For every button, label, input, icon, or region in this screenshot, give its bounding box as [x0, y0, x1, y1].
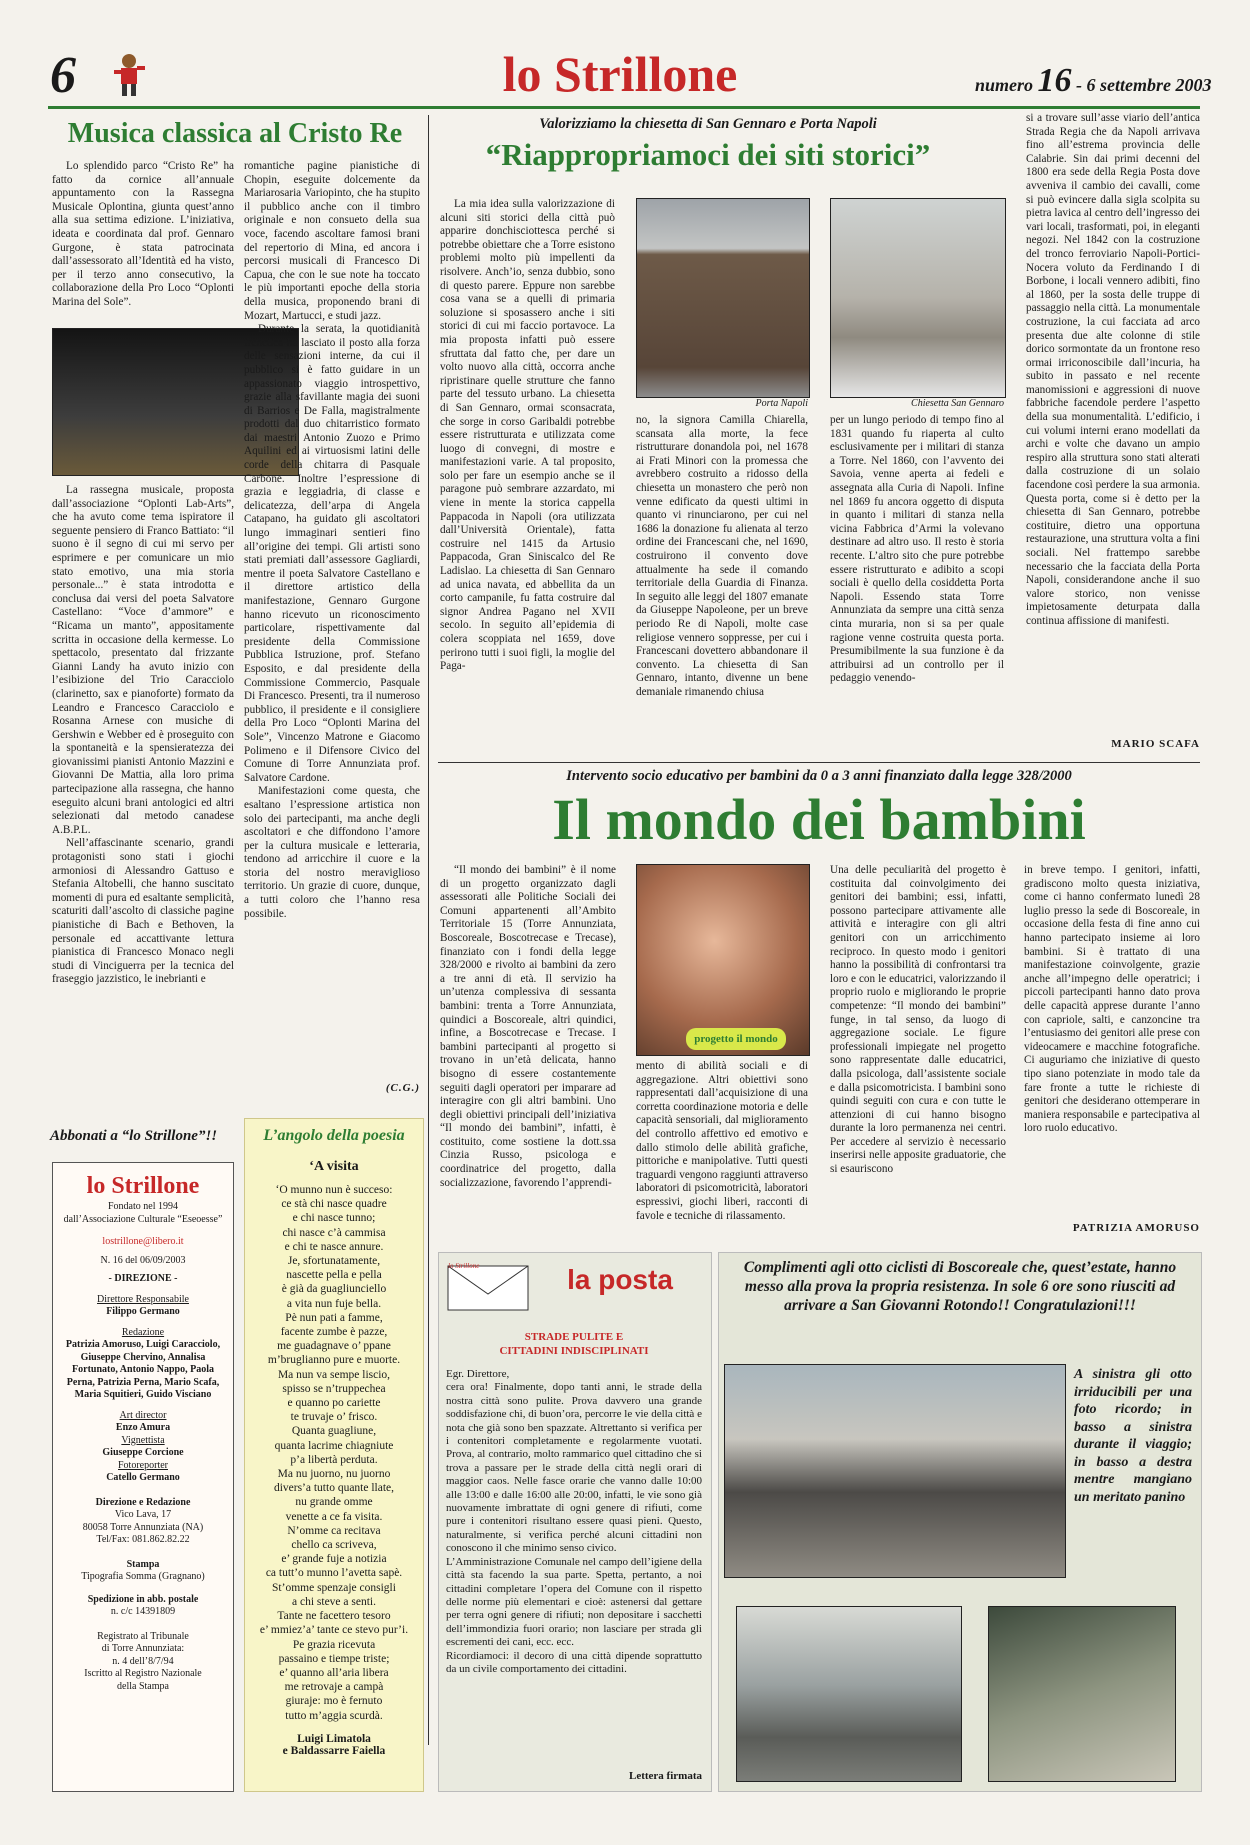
ciclisti-caption: A sinistra gli otto irriducibili per una foto ricordo; in basso a sinistra durante il viaggio; in basso a destra mentre mangiano un meritato panino [1074, 1367, 1192, 1505]
poem-author: e Baldassarre Faiella [282, 1744, 386, 1757]
abbonati-label: Redazione [121, 1326, 165, 1338]
posta-signature: Lettera firmata [629, 1770, 702, 1782]
issue-info [975, 62, 1212, 100]
abbonati-name: Tipografia Somma (Gragnano) [81, 1571, 205, 1582]
musica-col2-para: Durante la serata, la quotidianità frenetica ha lasciato il posto alla forza delle sensazioni interne, da cui il pubblico si è fatto guidare in un appassionato viaggio introspettivo, grazie alla sfavillante magia dei suoni di Barrios e De Falla, magistralmente prodotti dal duo chitarristico formato dai maestri Antonio Zuozo e Primo Aquilini ed ai virtuosismi latini delle corde della chitarra di Pasquale Carbone. Inoltre l’espressione di grazia e leggiadria, di classe e delicatezza, dell’arpa di Angela Catapano, ha guidato gli ascoltatori lungo immaginari sentieri fino all’origine dei tempi. Gli artisti sono stati premiati dall’assessore Gagliardi, mentre il poeta Salvatore Castellano e il direttore artistico della manifestazione, Gennaro Gurgone hanno ricevuto un riconoscimento particolare, rispettivamente dal presidente della Commissione Pubblica Istruzione, prof. Stefano Esposito, e dal presidente della Commissione Commercio, Pasquale Di Francesco. Presenti, tra il numeroso pubblico, il presidente e il consigliere della Pro Loco “Oplonti Marina del Sole”, Vincenzo Matrone e Giacomo Polimeno e il Difensore Civico del Comune di Torre Annunziata prof. Salvatore Cardone. [244, 323, 420, 784]
siti-title: “Riappropriamoci dei siti storici” [485, 137, 931, 172]
abbonati-name: Filippo Germano [106, 1306, 180, 1317]
musica-col1-para: Nell’affascinante scenario, grandi protagonisti sono stati i giochi armoniosi di Alessandro Gattuso e Stefania Altobelli, che hanno suscitato momenti di pura ed esaltante semplicità, scaturiti dall’ascolto di classiche pagine pianistiche di Bach e Bethoven, la personale ed accattivante lettura pianistica di Francesco Monaco negli studi di Vinciguerra per la tecnica del fraseggio jazzistico, le inebrianti e [52, 837, 234, 986]
musica-col2 [244, 160, 420, 1080]
musica-col2-para: Manifestazioni come questa, che esaltano l’espressione artistica non solo dei partecipanti, ma anche degli ascoltatori e che diffondono l’amore per la cultura musicale e letteraria, tendono ad arricchire il cuore e la storia del nostro meraviglioso territorio. Un grazie di cuore, dunque, a tutti coloro che l’hanno resa possibile. [244, 785, 420, 920]
ciclisti-lunch-photo [988, 1606, 1176, 1782]
posta-title-line: STRADE PULITE E [524, 1331, 624, 1343]
ciclisti-group-photo [724, 1364, 1066, 1578]
musica-col1-bottom [52, 484, 234, 1094]
ciclisti-headline: Complimenti agli otto ciclisti di Boscoreale che, quest’estate, hanno messo alla prova la propria resistenza. In sole 6 ore sono riusciti ad arrivare a San Giovanni Rotondo!! Congratulazioni!!! [743, 1259, 1177, 1314]
poesia-box [244, 1118, 424, 1792]
bambini-col2: mento di abilità sociali e di aggregazione. Altri obiettivi sono rappresentati dall’acquisizione di una corretta coordinazione motoria e delle capacità sensoriali, dal miglioramento del controllo affettivo ed emotivo e dallo stimolo delle abilità grafiche, pittoriche e manipolative. Tutti questi traguardi vengono raggiunti attraverso laboratori di psicomotricità, laboratori espressivi, giochi liberi, racconti di favole e tecniche di rilassamento. [636, 1060, 808, 1222]
poem-text: ‘O munno nun è succeso: ce stà chi nasce quadre e chi nasce tunno; chi nasce c’à cammisa e chi te nasce annure. Je, sfortunatamente, nascette pella e pella è già da guagliunciello a vita nun fuje bella. Pè nun pati a famme, facente zumbe è pazze, me guadagnave o’ ppane m’brugliannо pure e muorte. Ma nun va sempe liscio, spisso se n’truppechea e quanno po cariette te truvaje o’ frisco. Quanta guagliune, quanta lacrime chiagniute p’a libertà perduta. Ma nu juorno, nu juorno divers’a tutto quante llate, nu grande omme venette a ce fa visita. N’omme ca recitava chello ca scriveva, e’ grande fuje a notizia ca tutt’o munno l’avetta sapè. St’omme spenzaje consigli a chi steve a senti. Tante ne facettero tesoro e’ mmiez’a’ tante ce stevo pur’i. Pe grazia ricevuta passaino e tiempe triste; e’ quanno all’aria libera me retrovaje a campà giuraje: mo è fernuto tutto m’aggia scurdà. [259, 1184, 409, 1722]
siti-col3: per un lungo periodo di tempo fino al 1831 quando fu riaperta al culto esclusivamente per i militari di stanza a Torre. Nel 1860, con l’avvento dei Savoia, venne aperta ai fedeli e assegnata alla Curia di Napoli. Infine nel 1869 fu ancora oggetto di disputa in quanto i militari di stanza nella vicina Fabbrica d’Armi la volevano destinare ad altro uso. Il resto è storia recente. L’altro sito che pure potrebbe essere ristrutturato e adibito a scopi sociali è quello della cosiddetta Porta Napoli. Essendo stata Torre Annunziata da sempre una città senza cinta muraria, non si sa per quale ragione venne costruita questa porta. Presumibilmente la sua funzione è da attribuirsi ad un controllo per il pedaggio venendo- [830, 414, 1004, 685]
abbonati-reg: della Stampa [117, 1680, 169, 1692]
issue-number: 16 [1037, 62, 1072, 99]
column-rule-left [428, 115, 429, 1745]
siti-kicker: Valorizziamo la chiesetta di San Gennaro e Porta Napoli [539, 116, 877, 132]
abbonati-box [52, 1162, 234, 1792]
siti-col1: La mia idea sulla valorizzazione di alcuni siti storici della città può apparire donchisciottesca perché si potrebbe obiettare che a Torre esistono problemi molto più impellenti da risolvere. Anch’io, senza dubbio, sono di questo parere. Eppure non sarebbe cosa vana se a quelli di primaria soluzione si sposassero anche i siti storici di cui mi faccio portavoce. La mia proposta infatti può essere sfruttata dal fatto che, per dare un volto nuovo alla città, occorra anche ripristinare quelle strutture che fanno parte del tessuto urbano. La chiesetta di San Gennaro, ormai sconsacrata, che sorge in corso Garibaldi potrebbe essere ristrutturata e utilizzata come luogo di convegni, di mostre e manifestazioni varie. A tal proposito, solo per fare un esempio anche se il paragone può sembrare azzardato, mi viene in mente la storica cappella Pappacoda in Napoli (ora utilizzata dall’Università Orientale), fatta costruire nel 1415 da Artusio Pappacoda, Gran Siniscalco del Re Ladislao. La chiesetta di San Gennaro ad unica navata, ed abbellita da un corto campanile, fu fatta costruire dal signor Andrea Pagano nel XVII secolo. In seguito all’epidemia di colera scoppiata nel 1659, dove perirono tutti i suoi figli, la moglie del Paga- [440, 198, 615, 673]
posta-logo: la posta [567, 1264, 673, 1295]
abbonati-name: Catello Germano [106, 1472, 180, 1483]
abbonati-issue: N. 16 del 06/09/2003 [100, 1254, 186, 1266]
abbonati-logo: lo Strillone [86, 1173, 200, 1199]
abbonati-address: Vico Lava, 17 [114, 1509, 172, 1520]
posta-title [446, 1330, 702, 1358]
abbonati-label: Direttore Responsabile [97, 1293, 189, 1305]
abbonati-reg: di Torre Annunziata: [101, 1643, 185, 1654]
masthead: lo Strillone [502, 46, 738, 102]
siti-col4: si a trovare sull’asse viario dell’antica Strada Regia che da Napoli arrivava fino all’estrema provincia delle Calabrie. Sin dai primi decenni del 1800 era sede della Regia Posta dove avveniva il cambio dei cavalli, come si può evincere dalla sigla scolpita su pietra lavica al centro dell’ingresso dei vari locali, trasformati, poi, in eleganti negozi. Nel 1842 con la costruzione del tronco ferroviario Napoli-Portici-Nocera voluto da Ferdinando I di Borbone, i locali vennero adibiti, fino al 1860, per la sosta delle truppe di passaggio nella città. La monumentale costruzione, la cui facciata ad arco presenta due alte colonne di stile dorico sormontate da un frontone reso ormai irriconoscibile dall’incuria, ha subito in passato e nel recente manomissioni e aggressioni di nuove fabbriche facendole perdere l’aspetto della sua monumentalità. L’edificio, i cui volumi interni erano modellati da archi e volte che davano un ampio respiro alla struttura sono stati alterati dalla costruzione di un solaio facendone così perdere la sua armonia. Questa porta, come si è detto per la chiesetta di San Gennaro, potrebbe costituire, dietro una opportuna restaurazione, una struttura volta a fini sociali. Nel frattempo sarebbe necessario che la facciata della Porta Napoli, considerandone anche il suo valore storico, non venisse impietosamente deturpata dalla continua affissione di manifesti. [1026, 112, 1200, 627]
porta-napoli-photo [636, 198, 810, 398]
musica-title: Musica classica al Cristo Re [67, 118, 403, 149]
abbonati-name: Giuseppe Corcione [102, 1447, 184, 1458]
abbonati-reg: n. 4 dell’8/7/94 [112, 1655, 174, 1667]
bambini-kicker: Intervento socio educativo per bambini da 0 a 3 anni finanziato dalla legge 328/2000 [566, 768, 1072, 784]
abbonati-label: Fotoreporter [118, 1459, 168, 1471]
bambini-col1: “Il mondo dei bambini” è il nome di un progetto organizzato dagli assessorati alle Politiche Sociali dei Comuni appartenenti all’Ambito Territoriale 15 (Torre Annunziata, Boscoreale, Boscotrecase e Trecase), finanziato con i fondi della legge 328/2000 e rivolto ai bambini da zero a tre anni di età. Il servizio ha un’utenza complessiva di sessanta bambini: trenta a Torre Annunziata, quindici a Boscoreale, altri quindici, infine, a Boscotrecase e Trecase. I bambini partecipanti al progetto si trovano in un’età delicata, hanno bisogno di essere costantemente seguiti dagli operatori per imparare ad interagire con gli altri bambini. Uno degli obiettivi principali dell’iniziativa “Il mondo dei bambini”, infatti, è costituito, come sostiene la dott.ssa Cinzia Russo, psicologa e coordinatrice del progetto, dalla socializzazione, favorendo l’apprendi- [440, 864, 616, 1189]
abbonati-direzione: - DIREZIONE - [108, 1273, 178, 1284]
abbonati-label: Spedizione in abb. postale [87, 1593, 199, 1605]
poem-author: Luigi Limatola [297, 1732, 371, 1745]
header-rule [48, 106, 1200, 109]
chiesetta-caption: Chiesetta San Gennaro [911, 398, 1004, 409]
bambini-col3: Una delle peculiarità del progetto è costituita dal coinvolgimento dei genitori dei bambini; essi, infatti, possono partecipare attivamente alle attività e interagire con gli altri genitori con un arricchimento reciproco. In questo modo i genitori hanno la possibilità di confrontarsi tra loro e con le educatrici, valorizzando il proprio ruolo e migliorando le proprie competenze: “Il mondo dei bambini” funge, in tal senso, da luogo di aggregazione sociale. Le figure professionali impiegate nel progetto sono rappresentate dalle educatrici, dalla psicologa, dall’assistente sociale e dalla psicomotricista. I bambini sono quindi seguiti con cura e con tutte le attenzioni di cui hanno bisogno durante la loro permanenza nei centri. Per accedere al servizio è necessario inserirsi nelle apposite graduatorie, che si esauriscono [830, 864, 1006, 1176]
musica-col1-para: Lo splendido parco “Cristo Re” ha fatto da cornice all’annuale appuntamento con la Rassegna Musicale Oplontina, giunta quest’anno alla sua settima edizione. L’iniziativa, ideata e coordinata dal prof. Gennaro Gurgone, è stata patrocinata dall’assessorato all’Identità ed ha visto, per il terzo anno consecutivo, la collaborazione della Pro Loco “Oplonti Marina del Sole”. [52, 160, 234, 308]
abbonati-cc: n. c/c 14391809 [110, 1606, 176, 1617]
abbonati-reg: Iscritto al Registro Nazionale [84, 1668, 202, 1679]
ciclisti-travel-photo [736, 1606, 962, 1782]
musica-col2-para: romantiche pagine pianistiche di Chopin, eseguite dolcemente da Mariarosaria Variopinto, che ha stupito il pubblico anche con il timbro originale e non consueto della sua voce, facendo ascoltare famosi brani del repertorio di Mina, ed ancora i percorsi musicali di Francesco Di Capua, che con le sue note ha toccato le più importanti epoche della storia della musica, proponendo brani di Mozart, Martucci, e studi jazz. [244, 160, 420, 322]
abbonati-tel: Tel/Fax: 081.862.82.22 [96, 1534, 190, 1545]
abbonati-label: Stampa [126, 1558, 160, 1570]
mascot-icon [112, 52, 146, 98]
poem-title: ‘A visita [309, 1159, 359, 1174]
posta-title-line: CITTADINI INDISCIPLINATI [499, 1345, 649, 1357]
issue-prefix: numero [975, 75, 1034, 95]
siti-col2: no, la signora Camilla Chiarella, scansata alla morte, la fece ristrutturare donandola poi, nel 1678 ai Frati Minori con la promessa che avrebbero costruito a ridosso della chiesetta un monastero che però non venne edificato da questi ultimi in quanto vi rinunciarono, per cui nel 1686 la donazione fu alienata al terzo ordine dei Francescani che, nel 1690, costruirono il convento dove attualmente ha sede il comando territoriale della Guardia di Finanza. In seguito alle leggi del 1807 emanate da Giuseppe Napoleone, per un breve periodo Re di Napoli, molte case religiose vennero soppresse, per cui i Francescani dovettero abbandonare il convento. La chiesetta di San Gennaro, intanto, divenne un bene demaniale rimanendo chiusa [636, 414, 808, 698]
abbonati-founded: Fondato nel 1994 [108, 1201, 178, 1212]
abbonati-label: Art director [119, 1409, 167, 1421]
chiesetta-photo [830, 198, 1006, 398]
abbonati-label: Direzione e Redazione [95, 1496, 191, 1508]
issue-date: - 6 settembre 2003 [1076, 75, 1212, 95]
musica-col1-para: La rassegna musicale, proposta dall’associazione “Oplonti Lab-Arts”, che ha avuto come tema ispiratore il seguente pensiero di Franco Battiato: “il suono è il segno di cui mi servo per esprimere e per comunicare un mio stato emotivo, una mia storia personale...” è stata introdotta e conclusa dai versi del poeta Salvatore Castellano: “Voce d’ammore” e “Ricama un manto”, appositamente scritta in occasione della kermesse. Lo spettacolo, presentato dal frizzante Gianni Landy ha avuto inizio con l’esibizione del Trio Caracciolo (clarinetto, sax e pianoforte) formato da Leandro e Francesco Caracciolo e Rosanna Arnese con musiche di Gershwin e Webber ed è proseguito con la spontaneità e la spensieratezza dei giovanissimi pianisti Antonio Mazzini e Giovanni De Mattia, alla loro prima partecipazione alla rassegna, che hanno eseguito alcuni brani antologici ed altri selezionati dal metodo canadese A.B.P.L. [52, 484, 234, 836]
poesia-title: L’angolo della poesia [263, 1127, 405, 1144]
abbonati-name: Enzo Amura [115, 1422, 171, 1433]
bambini-col4: in breve tempo. I genitori, infatti, gradiscono molto questa iniziativa, come ci hanno confermato lunedì 28 luglio presso la sede di Boscoreale, in occasione della festa di fine anno cui hanno partecipato insieme ai loro bambini. Si è trattato di una manifestazione coinvolgente, grazie anche all’impegno delle operatrici; i piccoli partecipanti hanno dato prova delle capacità apprese durante l’anno con capriole, salti, e canzoncine tra l’entusiasmo dei genitori alle prese con videocamere e macchine fotografiche. Ci auguriamo che iniziative di questo tipo siano potenziate in modo tale da fare fronte a tutte le richieste di genitori che desiderano ottemperare in maniera responsabile e partecipativa al loro ruolo educativo. [1024, 864, 1200, 1135]
bambini-title: Il mondo dei bambini [552, 787, 1086, 852]
siti-signature: MARIO SCAFA [1111, 738, 1200, 750]
abbonati-address: 80058 Torre Annunziata (NA) [82, 1521, 204, 1533]
envelope-label: lo Strillone [448, 1262, 480, 1270]
abbonati-title: Abbonati a “lo Strillone”!! [50, 1128, 218, 1144]
porta-napoli-caption: Porta Napoli [755, 398, 808, 409]
musica-signature: (C.G.) [385, 1082, 420, 1094]
bambini-rule [438, 762, 1200, 763]
abbonati-label: Vignettista [121, 1434, 165, 1446]
musica-col1-top [52, 160, 234, 326]
abbonati-association: dall’Associazione Culturale “Eseoesse” [63, 1213, 223, 1225]
abbonati-email[interactable]: lostrillone@libero.it [102, 1236, 184, 1247]
posta-text: Egr. Direttore, cera ora! Finalmente, dopo tanti anni, le strade della nostra città sono pulite. Prova davvero una grande soddisfazione chi, di buon’ora, percorre le vie della città e nota che già sono ben spazzate. Altrettanto si verifica per i contenitori completamente e regolarmente vuotati. Prova, al contrario, molto rammarico quel cittadino che si trova a passare per le strade della città negli orari di maggior caos. Nelle fasce orarie che vanno dalle 10:00 alle 13:00 e dalle 16:00 alle 20:00, infatti, le vie sono già nuovamente imbrattate di ogni genere di rifiuti, come pure i contenitori risultano essere quasi pieni. Questo, naturalmente, si verifica perché alcuni cittadini non conoscono il che minimo senso civico. L’Amministrazione Comunale nel campo dell’igiene della città sta facendo la sua parte. Spetta, pertanto, a noi cittadini completare l’opera del Comune con il rispetto delle norme più elementari e cioè: astenersi dal gettare per terra ogni genere di rifiuti; non depositare i sacchetti dell’immondizia fuori orario; non lasciare per strada gli escrementi dei cani, ecc. ecc. Ricordiamoci: il decoro di una città dipende soprattutto da un civile comportamento dei cittadini. [446, 1368, 702, 1675]
bambini-signature: PATRIZIA AMORUSO [1072, 1222, 1200, 1234]
bambini-photo-label: progetto il mondo [686, 1028, 786, 1050]
abbonati-reg: Registrato al Tribunale [97, 1630, 189, 1642]
page-number: 6 [50, 47, 76, 104]
abbonati-name: Patrizia Amoruso, Luigi Caracciolo, Giuseppe Chervino, Annalisa Fortunato, Antonio Nappo, Paola Perna, Patrizia Perna, Mario Scafa, Maria Squitieri, Guido Visciano [65, 1339, 221, 1400]
